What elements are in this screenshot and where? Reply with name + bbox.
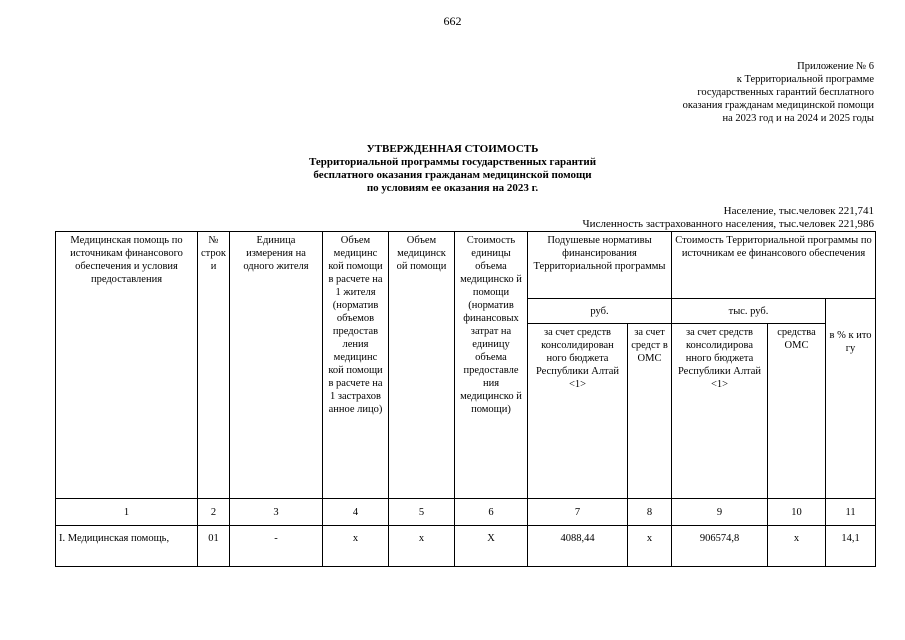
appendix-note [683, 60, 874, 125]
title-line: Территориальной программы государственных гарантий [308, 156, 597, 168]
column-number: 4 [323, 499, 389, 526]
column-number: 9 [672, 499, 768, 526]
header-budget-per-capita: за счет средств консолидирован ного бюджета Республики Алтай <1> [528, 324, 628, 499]
table-row [56, 526, 876, 567]
cell-percent-of-total: 14,1 [826, 526, 876, 567]
column-number: 6 [455, 499, 528, 526]
header-row-number: № строк и [198, 232, 230, 499]
cell-oms-per-capita: х [628, 526, 672, 567]
column-number: 7 [528, 499, 628, 526]
header-oms-cost: средства ОМС [768, 324, 826, 499]
cell-oms-cost: х [768, 526, 826, 567]
header-unit-thousand-rub: тыс. руб. [672, 299, 826, 324]
header-unit: Единица измерения на одного жителя [230, 232, 323, 499]
column-number: 11 [826, 499, 876, 526]
header-per-capita-norms: Подушевые нормативы финансирования Территориальной программы [528, 232, 672, 299]
cost-table [55, 231, 876, 567]
document-title [0, 143, 905, 195]
cell-budget-per-capita: 4088,44 [528, 526, 628, 567]
cell-unit: - [230, 526, 323, 567]
appendix-line: к Территориальной программе [736, 74, 874, 85]
page-number: 662 [443, 14, 462, 28]
title-line: УТВЕРЖДЕННАЯ СТОИМОСТЬ [366, 143, 539, 155]
column-number: 3 [230, 499, 323, 526]
header-volume: Объем медицинск ой помощи [389, 232, 455, 499]
title-line: бесплатного оказания гражданам медицинской помощи [313, 169, 592, 181]
header-percent-of-total: в % к ито гу [826, 299, 876, 499]
population-insured: Численность застрахованного населения, тыс.человек 221,986 [582, 218, 874, 230]
column-number: 10 [768, 499, 826, 526]
population-total: Население, тыс.человек 221,741 [723, 205, 874, 217]
appendix-line: на 2023 год и на 2024 и 2025 годы [722, 113, 874, 124]
header-oms-per-capita: за счет средст в ОМС [628, 324, 672, 499]
appendix-line: Приложение № 6 [797, 61, 874, 72]
column-number: 1 [56, 499, 198, 526]
column-number: 2 [198, 499, 230, 526]
cell-volume-per-resident: х [323, 526, 389, 567]
header-assistance-source: Медицинская помощь по источникам финансового обеспечения и условия предоставления [56, 232, 198, 499]
column-number: 5 [389, 499, 455, 526]
appendix-line: оказания гражданам медицинской помощи [682, 100, 874, 111]
cell-budget-cost: 906574,8 [672, 526, 768, 567]
header-unit-cost: Стоимость единицы объема медицинско й помощи (норматив финансовых затрат на единицу объема предоставле ния медицинско й помощи) [455, 232, 528, 499]
header-volume-per-resident: Объем медицинс кой помощи в расчете на 1 жителя (норматив объемов предостав ления медицинс кой помощи в расчете на 1 застрахов анное лицо) [323, 232, 389, 499]
column-number: 8 [628, 499, 672, 526]
title-line: по условиям ее оказания на 2023 г. [366, 182, 539, 194]
cell-unit-cost: Х [455, 526, 528, 567]
cell-row-number: 01 [198, 526, 230, 567]
header-unit-rub: руб. [528, 299, 672, 324]
appendix-line: государственных гарантий бесплатного [697, 87, 874, 98]
column-number-row [56, 499, 876, 526]
cell-assistance-type: I. Медицинская помощь, [56, 526, 198, 567]
header-budget-cost: за счет средств консолидирова нного бюджета Республики Алтай <1> [672, 324, 768, 499]
header-program-cost: Стоимость Территориальной программы по источникам ее финансового обеспечения [672, 232, 876, 299]
cell-volume: х [389, 526, 455, 567]
